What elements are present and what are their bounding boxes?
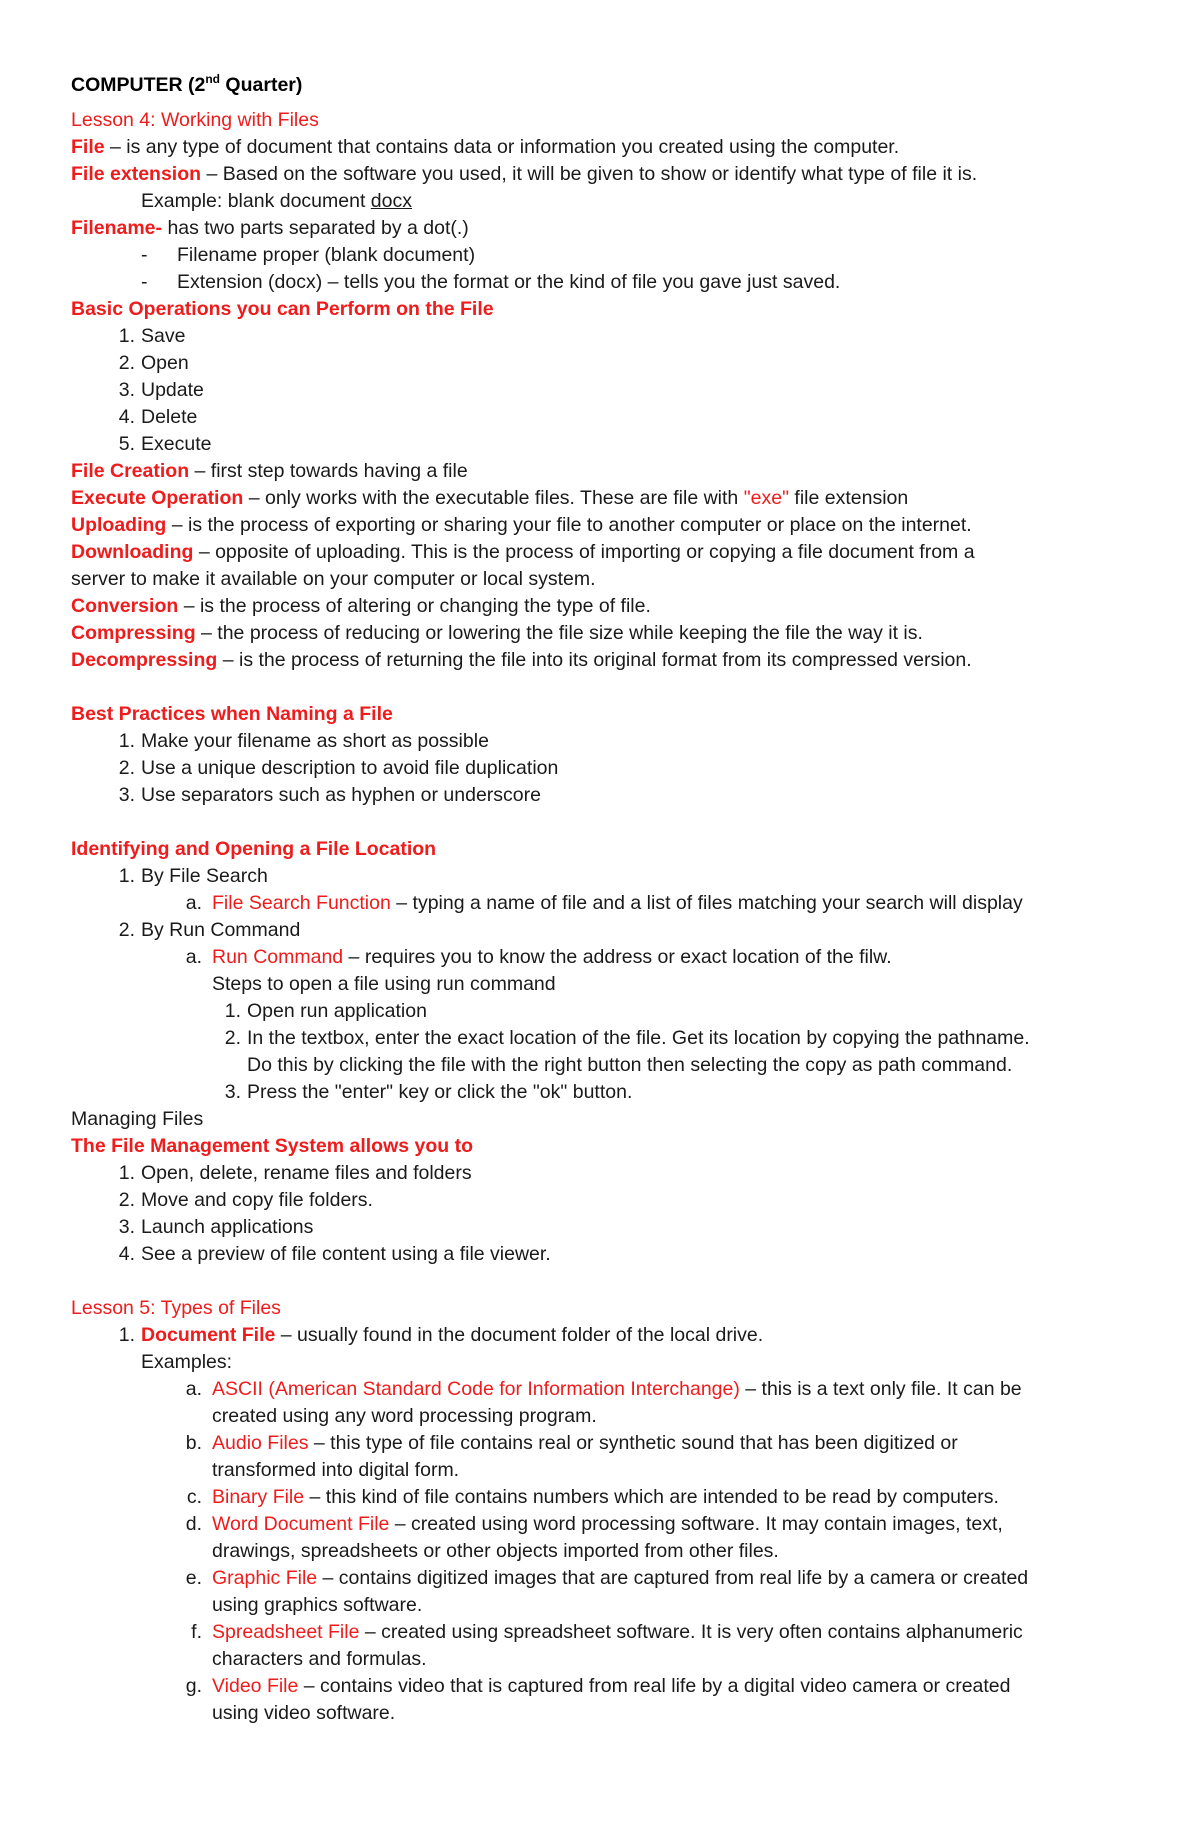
def-downloading-cont: server to make it available on your computer or local system. <box>71 568 596 590</box>
list-item: e. Graphic File – contains digitized images that are captured from real life by a camera or created <box>185 1567 1029 1589</box>
list-item-cont: using graphics software. <box>212 1594 423 1616</box>
list-item: 2. By Run Command <box>118 919 301 941</box>
list-item-cont: characters and formulas. <box>212 1648 427 1670</box>
list-item: a. Run Command – requires you to know the address or exact location of the filw. <box>185 946 892 968</box>
def-file-extension: File extension – Based on the software you used, it will be given to show or identify what type of file it is. <box>71 163 978 185</box>
list-item-cont: transformed into digital form. <box>212 1459 460 1481</box>
list-item-cont: Do this by clicking the file with the right button then selecting the copy as path command. <box>247 1054 1013 1076</box>
list-item: - Filename proper (blank document) <box>141 244 476 266</box>
list-item: a. File Search Function – typing a name of file and a list of files matching your search will display <box>185 892 1023 914</box>
def-uploading: Uploading – is the process of exporting or sharing your file to another computer or place on the internet. <box>71 514 972 536</box>
list-item: 2. Move and copy file folders. <box>118 1189 373 1211</box>
lesson4-heading: Lesson 4: Working with Files <box>71 109 319 131</box>
def-filename: Filename- has two parts separated by a dot(.) <box>71 217 469 239</box>
list-item-cont: created using any word processing program. <box>212 1405 597 1427</box>
list-item: 1. Save <box>118 325 186 347</box>
basic-ops-heading: Basic Operations you can Perform on the File <box>71 298 494 320</box>
steps-heading: Steps to open a file using run command <box>212 973 556 995</box>
list-item: 3. Launch applications <box>118 1216 314 1238</box>
list-item: 1. Make your filename as short as possible <box>118 730 489 752</box>
identify-heading: Identifying and Opening a File Location <box>71 838 437 860</box>
list-item-cont: using video software. <box>212 1702 396 1724</box>
list-item: 1. Document File – usually found in the document folder of the local drive. <box>118 1324 764 1346</box>
list-item: 5. Execute <box>118 433 212 455</box>
list-item: 2. In the textbox, enter the exact location of the file. Get its location by copying the pathname. <box>224 1027 1030 1049</box>
best-practices-heading: Best Practices when Naming a File <box>71 703 393 725</box>
list-item: 3. Update <box>118 379 204 401</box>
lesson5-heading: Lesson 5: Types of Files <box>71 1297 281 1319</box>
managing-files-label: Managing Files <box>71 1108 204 1130</box>
example-line: Example: blank document docx <box>141 190 412 212</box>
list-item: g. Video File – contains video that is captured from real life by a digital video camera or created <box>185 1675 1011 1697</box>
list-item: d. Word Document File – created using word processing software. It may contain images, text, <box>185 1513 1003 1535</box>
list-item: 4. See a preview of file content using a file viewer. <box>118 1243 551 1265</box>
list-item: f. Spreadsheet File – created using spreadsheet software. It is very often contains alphanumeric <box>191 1621 1023 1643</box>
def-decompressing: Decompressing – is the process of returning the file into its original format from its compressed version. <box>71 649 972 671</box>
fms-heading: The File Management System allows you to <box>71 1135 474 1157</box>
list-item: 3. Use separators such as hyphen or underscore <box>118 784 541 806</box>
list-item: 4. Delete <box>118 406 198 428</box>
def-downloading: Downloading – opposite of uploading. This is the process of importing or copying a file document from a <box>71 541 975 563</box>
list-item: - Extension (docx) – tells you the format or the kind of file you gave just saved. <box>141 271 841 293</box>
list-item: 1. By File Search <box>118 865 268 887</box>
list-item: b. Audio Files – this type of file contains real or synthetic sound that has been digitized or <box>185 1432 958 1454</box>
list-item: 2. Use a unique description to avoid file duplication <box>118 757 559 779</box>
examples-label: Examples: <box>141 1351 233 1373</box>
def-execute-operation: Execute Operation – only works with the executable files. These are file with "exe" file extension <box>71 487 909 509</box>
list-item: 1. Open run application <box>224 1000 427 1022</box>
list-item: 3. Press the "enter" key or click the "ok" button. <box>224 1081 633 1103</box>
def-file-creation: File Creation – first step towards having a file <box>71 460 468 482</box>
list-item: 2. Open <box>118 352 189 374</box>
list-item: a. ASCII (American Standard Code for Information Interchange) – this is a text only file. It can be <box>185 1378 1022 1400</box>
list-item-cont: drawings, spreadsheets or other objects imported from other files. <box>212 1540 779 1562</box>
list-item: 1. Open, delete, rename files and folders <box>118 1162 472 1184</box>
def-conversion: Conversion – is the process of altering or changing the type of file. <box>71 595 651 617</box>
document-title: COMPUTER (2nd Quarter) <box>71 72 303 96</box>
def-compressing: Compressing – the process of reducing or lowering the file size while keeping the file the way it is. <box>71 622 923 644</box>
def-file: File – is any type of document that contains data or information you created using the computer. <box>71 136 900 158</box>
list-item: c. Binary File – this kind of file contains numbers which are intended to be read by computers. <box>186 1486 999 1508</box>
